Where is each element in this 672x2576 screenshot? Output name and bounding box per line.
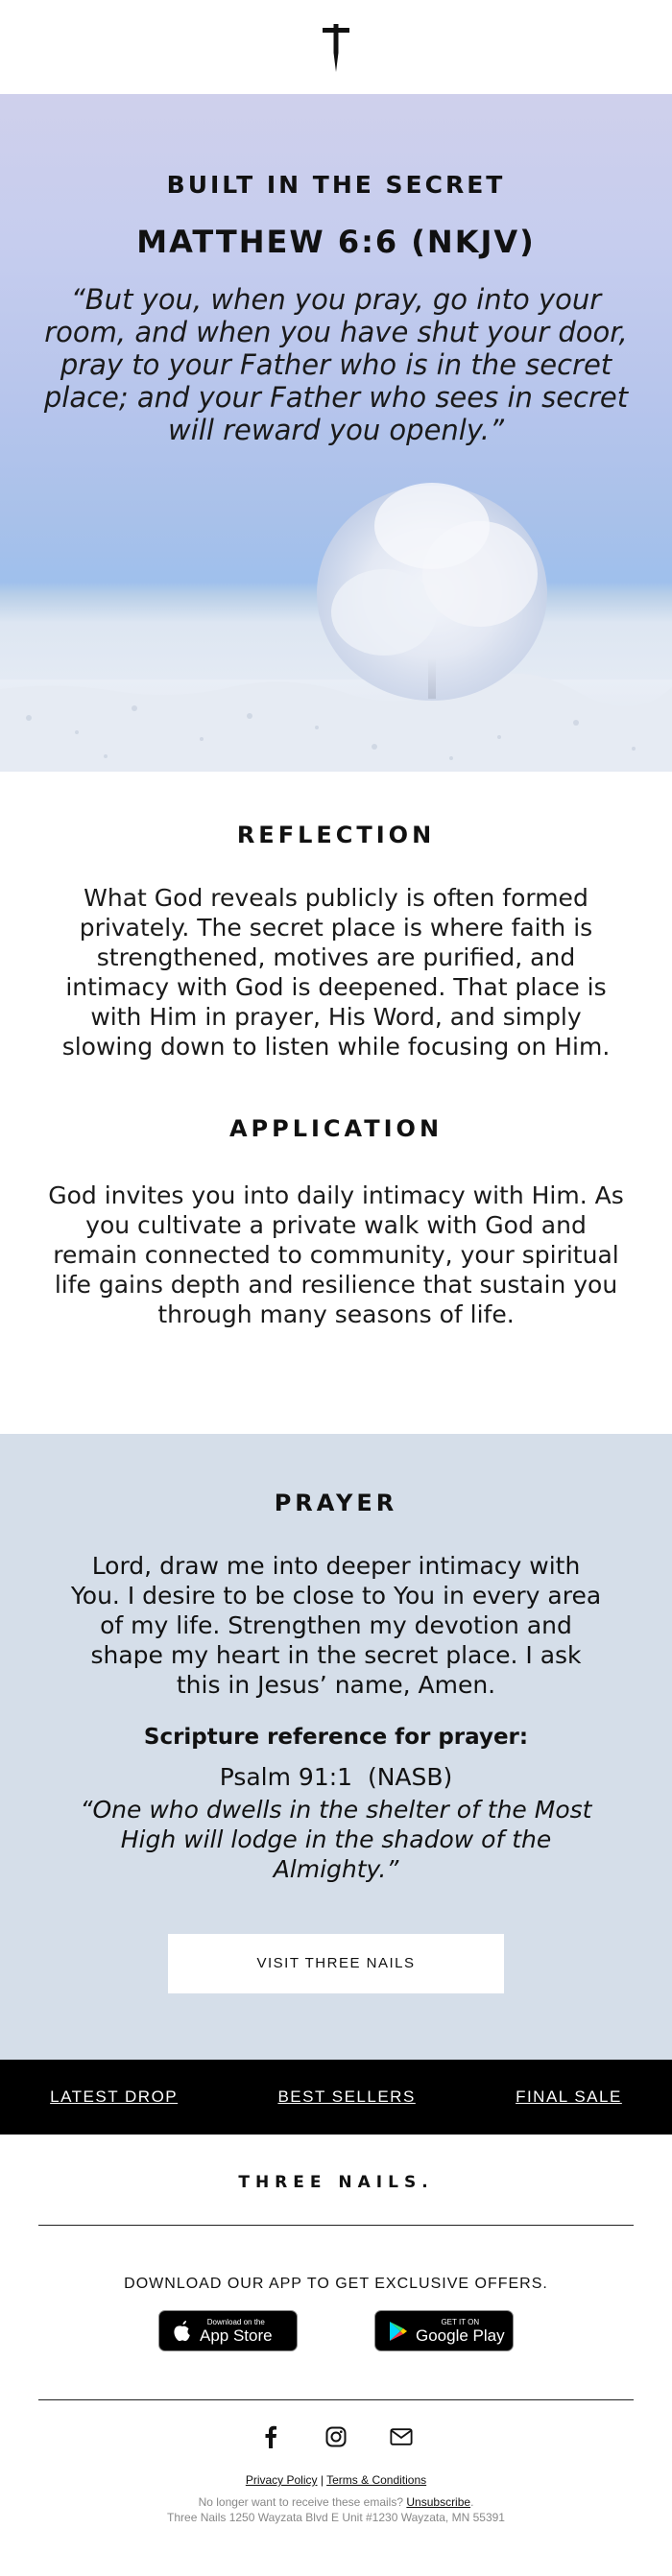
terms-conditions-link[interactable]: Terms & Conditions bbox=[326, 2473, 427, 2487]
google-play-icon bbox=[389, 2321, 408, 2342]
unsubscribe-block bbox=[0, 2494, 672, 2525]
app-store-badge[interactable] bbox=[158, 2310, 298, 2351]
visit-three-nails-button[interactable]: VISIT THREE NAILS bbox=[168, 1934, 504, 1993]
prayer-section bbox=[0, 1434, 672, 2060]
facebook-icon[interactable] bbox=[259, 2425, 282, 2448]
nav-link-latest-drop[interactable]: LATEST DROP bbox=[50, 2087, 179, 2106]
email-header bbox=[0, 0, 672, 94]
nav-link-best-sellers[interactable]: BEST SELLERS bbox=[277, 2087, 416, 2106]
hero-kicker: BUILT IN THE SECRET bbox=[166, 171, 506, 199]
scripture-reference-quote: “One who dwells in the shelter of the Most High will lodge in the shadow of the Almighty.” bbox=[80, 1796, 592, 1883]
reflection-body: What God reveals publicly is often formed privately. The secret place is where faith is strengthened, motives are purified, and intimacy with God is deepened. That place is with Him in prayer, His Word, and simply slowing down to listen while focusing on Him. bbox=[61, 884, 611, 1061]
google-play-small-text: GET IT ON bbox=[441, 2317, 480, 2326]
hero-title: MATTHEW 6:6 (NKJV) bbox=[136, 224, 536, 260]
footer-divider-2 bbox=[38, 2399, 634, 2400]
application-section bbox=[0, 1061, 672, 1329]
prayer-heading: PRAYER bbox=[274, 1490, 398, 1516]
privacy-policy-link[interactable]: Privacy Policy bbox=[245, 2473, 318, 2487]
application-heading: APPLICATION bbox=[228, 1115, 444, 1142]
apple-icon bbox=[173, 2321, 192, 2342]
hero-verse-quote: “But you, when you pray, go into your room, and when you have shut your door, pray to your Father who is in the secret place; and your Father who sees in secret will reward you openly.” bbox=[43, 283, 629, 446]
email-footer bbox=[0, 2135, 672, 2525]
footer-nav-bar bbox=[0, 2060, 672, 2135]
google-play-badge[interactable] bbox=[374, 2310, 514, 2351]
app-store-big-text: App Store bbox=[200, 2326, 273, 2345]
legal-separator: | bbox=[320, 2473, 324, 2487]
prayer-body: Lord, draw me into deeper intimacy with You. I desire to be close to You in every area of my life. Strengthen my devotion and shape my heart in the secret place. I ask this in Jesus’ name, Amen. bbox=[70, 1552, 602, 1699]
unsubscribe-period: . bbox=[470, 2495, 474, 2509]
nav-link-final-sale[interactable]: FINAL SALE bbox=[516, 2087, 622, 2106]
download-app-text: DOWNLOAD OUR APP TO GET EXCLUSIVE OFFERS. bbox=[124, 2276, 548, 2292]
hero-text-block bbox=[38, 171, 634, 446]
scripture-reference-citation: Psalm 91:1 (NASB) bbox=[219, 1763, 453, 1791]
hero-banner bbox=[0, 94, 672, 772]
unsubscribe-text: No longer want to receive these emails? bbox=[198, 2495, 404, 2509]
google-play-big-text: Google Play bbox=[416, 2326, 505, 2345]
reflection-heading: REFLECTION bbox=[236, 822, 436, 848]
email-icon[interactable] bbox=[390, 2425, 413, 2448]
unsubscribe-link[interactable]: Unsubscribe bbox=[406, 2495, 471, 2509]
brand-wordmark[interactable]: THREE NAILS. bbox=[238, 2173, 434, 2192]
social-links bbox=[0, 2425, 672, 2448]
application-body: God invites you into daily intimacy with Him. As you cultivate a private walk with God and remain connected to community, your spiritual life gains depth and resilience that sustain you through many seasons of life. bbox=[48, 1181, 624, 1328]
scripture-reference-heading: Scripture reference for prayer: bbox=[143, 1725, 529, 1750]
footer-divider bbox=[38, 2225, 634, 2226]
reflection-section bbox=[0, 772, 672, 1061]
instagram-icon[interactable] bbox=[324, 2425, 348, 2448]
three-nails-logo-icon[interactable] bbox=[317, 18, 355, 76]
app-store-badges bbox=[0, 2310, 672, 2351]
app-store-small-text: Download on the bbox=[206, 2317, 265, 2326]
company-address: Three Nails 1250 Wayzata Blvd E Unit #1230 Wayzata, MN 55391 bbox=[167, 2511, 505, 2524]
legal-links bbox=[0, 2473, 672, 2487]
